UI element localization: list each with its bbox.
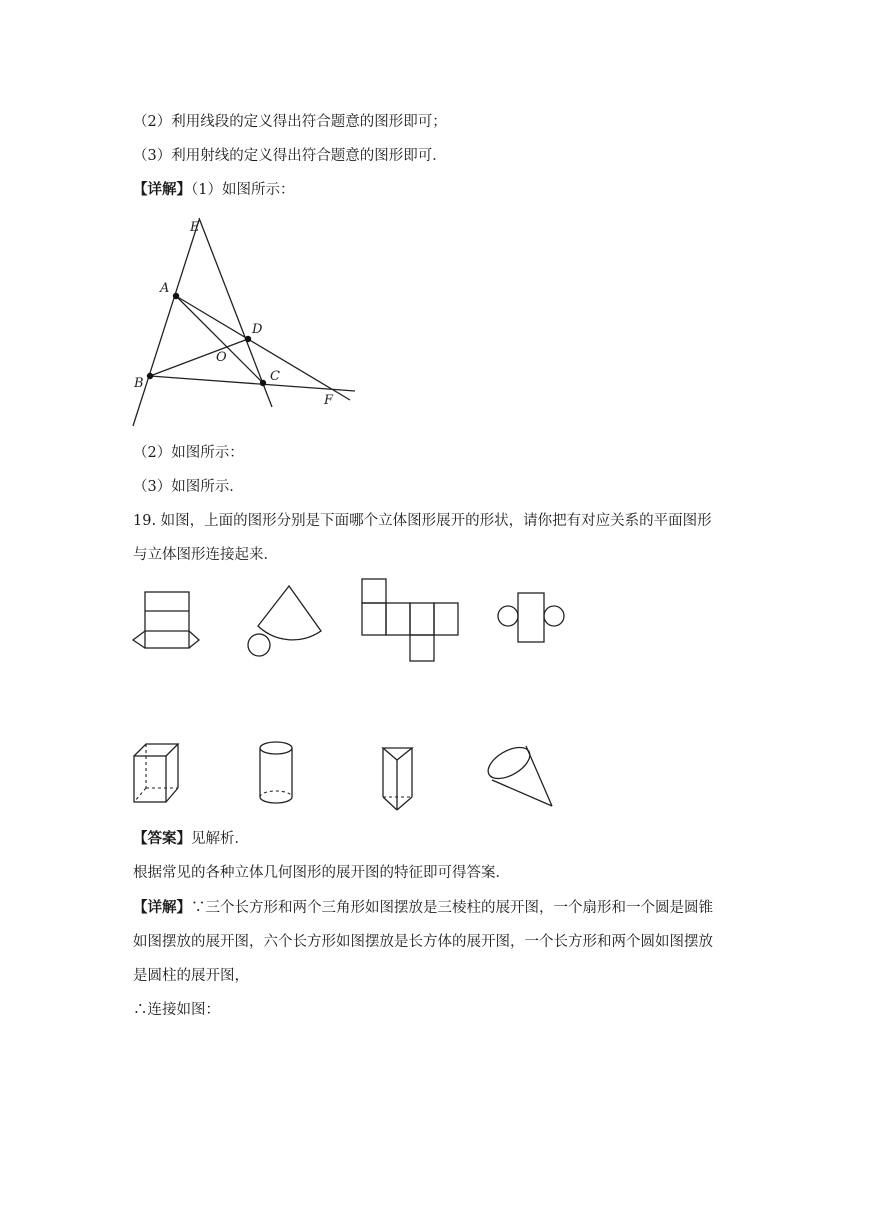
label-b: B: [134, 376, 144, 391]
line-bc: [150, 376, 355, 391]
label-c: C: [270, 369, 280, 384]
detail-text: （1）如图所示：: [191, 182, 295, 198]
label-a: A: [160, 281, 170, 296]
text-line-segment-step: （2）利用线段的定义得出符合题意的图形即可；: [133, 114, 447, 130]
solid-cuboid: [130, 740, 186, 806]
conclusion-line: ∴连接如图：: [133, 1002, 220, 1018]
label-o: O: [216, 350, 227, 365]
label-e: E: [190, 220, 200, 235]
point-b: [147, 373, 153, 379]
label-d: D: [252, 322, 263, 337]
point-c: [260, 380, 266, 386]
question-19-line-1: 19. 如图，上面的图形分别是下面哪个立体图形展开的形状，请你把有对应关系的平面图形: [133, 513, 712, 529]
text-step-3: （3）如图所示．: [133, 479, 244, 495]
answer-line: [133, 829, 249, 849]
detail-line-3: 如图摆放的展开图，六个长方形如图摆放是长方体的展开图，一个长方形和两个圆如图摆放: [133, 934, 713, 950]
line-ed: [199, 218, 272, 407]
question-19-line-2: 与立体图形连接起来．: [133, 547, 278, 563]
geometry-figure: [125, 212, 365, 434]
answer-tag: 【答案】: [133, 830, 191, 847]
solid-cylinder: [254, 738, 298, 810]
label-f: F: [324, 393, 334, 408]
detail2-tag: 【详解】: [133, 899, 191, 916]
answer-text: 见解析．: [191, 831, 249, 847]
point-d: [245, 336, 251, 342]
net-cylinder: [494, 590, 566, 646]
analysis-line: 根据常见的各种立体几何图形的展开图的特征即可得答案．: [133, 865, 510, 881]
line-ab: [133, 220, 199, 426]
detail2-text: ∵三个长方形和两个三角形如图摆放是三棱柱的展开图，一个扇形和一个圆是圆锥: [191, 900, 713, 916]
net-triangular-prism: [128, 586, 198, 652]
point-a: [173, 293, 179, 299]
text-line-ray-step: （3）利用射线的定义得出符合题意的图形即可．: [133, 148, 447, 164]
solid-triangular-prism: [378, 742, 418, 814]
net-cone: [244, 583, 326, 661]
detail-line-2: [133, 898, 713, 918]
net-cuboid: [358, 576, 462, 664]
text-step-2: （2）如图所示：: [133, 445, 244, 461]
detail-line-4: 是圆柱的展开图，: [133, 968, 249, 984]
line-bd: [150, 339, 248, 376]
detail-tag: 【详解】: [133, 181, 191, 198]
detail-line-1: [133, 180, 294, 200]
solid-cone: [482, 738, 558, 810]
